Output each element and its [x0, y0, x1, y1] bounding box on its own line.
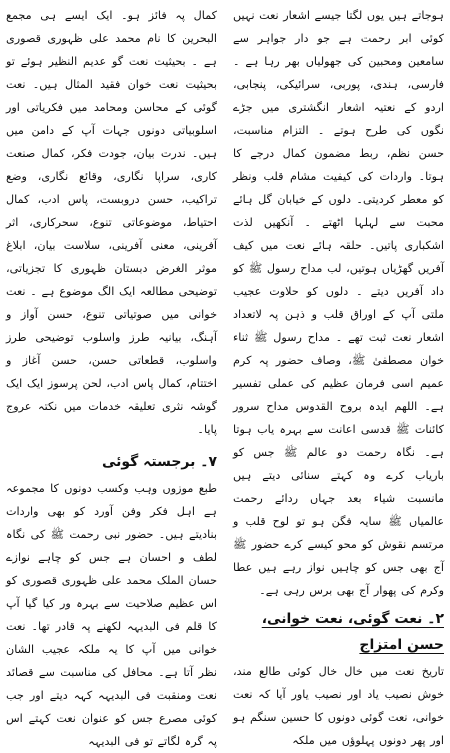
spacer: [6, 441, 217, 445]
right-column-paragraph-1: ہوجاتے ہیں یوں لگتا جیسے اشعار نعت نہیں کوئی ابر رحمت ہے جو دار جواہر سے سامعین ومحبین کی جھولیاں بھر رہا ہے ۔ فارسی، ہندی، پوربی، سرائیکی، پنجابی، اردو کے نعتیہ اشعار انگشتری میں جڑے نگوں کی طرح ہوتے ۔ التزام مناسبت، حسن نظم، ربط مضمون کمال درجے کا ہوتا۔ واردات کی کیفیت مشام قلب ونظر کو معطر کردیتی۔ دلوں کے خیابان گل ہائے محبت سے لہلہا اٹھتے ۔ آنکھیں لذت اشکباری پاتیں۔ حلقہ ہائے نعت میں کیف آفریں گھڑیاں ہوتیں، لب مداح رسول ﷺ کو داد آفریں دیتے ۔ دلوں کو حلاوت عجیب ملتی آپ کے اوراق قلب و ذہن پہ لاتعداد اشعار نعت ثبت تھے ۔ مداح رسول ﷺ ثناء خوان مصطفیٰ ﷺ، وصاف حضور پہ کرم عمیم اسی فرمان عظیم کی عملی تفسیر ہے۔ اللھم ایدہ بروح القدوس مداح سرور کائنات ﷺ قدسی اعانت سے بہرہ یاب ہوتا ہے۔ نگاہ رحمت دو عالم ﷺ جس کو باریاب کرے وہ کہتے سنائی دیتے ہیں مانسبت شیاء بعد جہاں ردائے رحمت عالمیاں ﷺ سایہ فگن ہو تو لوح قلب و مرتسم نقوش کو محو کیسے کرے حضور ﷺ آج بھی جس کو چاہیں نواز رہے ہیں عطا وکرم کی پھوار آج بھی برس رہی ہے۔: [233, 9, 444, 597]
left-column-paragraph-2: طبع موزوں وہب وکسب دونوں کا مجموعہ ہے اہل فکر وفن آورد کو بھی واردات بنادیتے ہیں۔ حضور نبی رحمت ﷺ کی نگاہ لطف و احسان ہے جس کو چاہے نوازے حسان الملک محمد علی ظہوری قصوری کو اس عظیم صلاحیت سے بہرہ ور کیا گیا آپ کا قلم فی البدیہہ لکھنے پہ قادر تھا۔ نعت خوانی میں آپ کا یہ ملکہ عجیب الشان نظر آتا ہے۔ محافل کی مناسبت سے قصائد نعت ومنقبت فی البدیہہ کہہ دیتے اور جب کوئی مصرع جس کو عنوان نعت کہتے اس پہ گرہ لگاتے تو فی البدیہہ: [6, 482, 217, 748]
section-heading-6: [233, 606, 444, 658]
left-column: [6, 4, 217, 748]
section-heading-7: [6, 449, 217, 475]
section-heading-7-text: ۷۔ برجستہ گوئی: [101, 454, 217, 470]
left-column-paragraph-1: کمال پہ فائز ہو۔ ایک ایسے ہی مجمع البحرین کا نام محمد علی ظہوری قصوری ہے ۔ بحیثیت نعت گو عدیم النظیر ہوئے تو بحیثیت نعت خوان فقید المثال ہیں۔ نعت گوئی کے محاسن ومحامد میں فکریاتی اور اسلوبیاتی دونوں جہات آپ کے دامن میں ہیں۔ ندرت بیان، جودت فکر، کمال صنعت کاری، سراپا نگاری، وقائع نگاری، وضع تراکیب، حسن دروبست، پاس ادب، کمال احتیاط، موضوعاتی تنوع، سحرکاری، اثر آفرینی، معنی آفرینی، سلاست بیان، ابلاغ موثر الغرض دبستان ظہوری کا تجزیاتی، توضیحی مطالعہ ایک الگ موضوع ہے ۔ نعت خوانی میں صوتیاتی تنوع، حسن آواز و آہنگ، بیانیہ طرز واسلوب توضیحی طرز واسلوب، قطعاتی حسن، حسن آغاز و اختتام، کمال پاس ادب، لحن پرسوز ایک ایک گوشہ نثری تعلیقہ خدمات میں نکتہ عروج پایا۔: [6, 9, 217, 436]
right-column: [233, 4, 444, 747]
right-column-paragraph-2: تاریخ نعت میں خال خال کوئی طالع مند، خوش نصیب یاد اور نصیب یاور آیا کہ نعت خوانی، نعت گوئی دونوں کا حسین سنگم ہو اور پھر دونوں پہلوؤں میں ملکہ: [233, 665, 444, 747]
document-page: [6, 4, 444, 748]
section-heading-6-text: ۲۔ نعت گوئی، نعت خوانی، حسن امتزاج: [261, 611, 444, 653]
